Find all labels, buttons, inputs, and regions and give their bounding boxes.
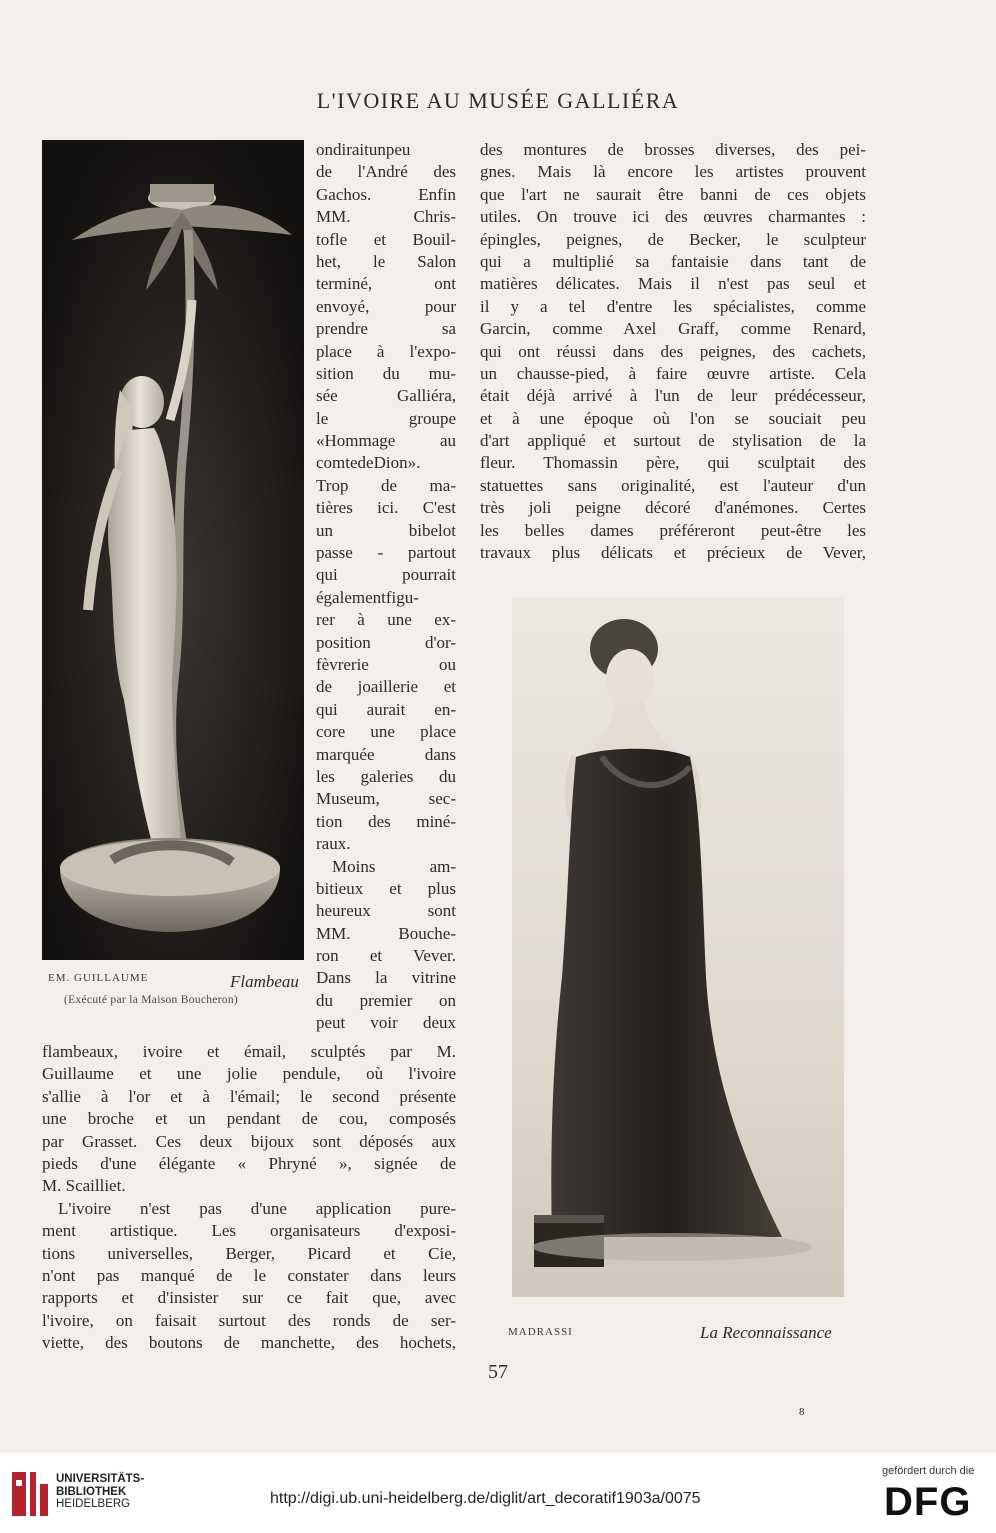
- text-line: Gachos. Enfin: [316, 184, 456, 204]
- text-line: Guillaume et une jolie pendule, où l'ivoire: [42, 1064, 456, 1084]
- text-line: les belles dames préféreront peut-être les: [480, 520, 866, 540]
- text-line: MM. Chris-: [316, 207, 456, 227]
- text-line: du premier on: [316, 990, 456, 1010]
- library-name-line: UNIVERSITÄTS-: [56, 1473, 145, 1485]
- text-line: fèvrerie ou: [316, 654, 456, 674]
- text-line: «Hommage au: [316, 431, 456, 451]
- text-line: utiles. On trouve ici des œuvres charmantes :: [480, 207, 866, 227]
- right-text-column: [480, 139, 866, 564]
- running-title: L'IVOIRE AU MUSÉE GALLIÉRA: [316, 88, 680, 113]
- library-name-line: BIBLIOTHEK: [56, 1485, 127, 1498]
- text-line: Garcin, comme Axel Graff, comme Renard,: [480, 319, 866, 339]
- text-line: le groupe: [316, 408, 456, 428]
- library-name-line: HEIDELBERG: [56, 1498, 131, 1510]
- text-line: gnes. Mais là encore les artistes prouvent: [480, 162, 866, 182]
- text-line: terminé, ont: [316, 274, 456, 294]
- text-line: viette, des boutons de manchette, des hochets,: [42, 1333, 456, 1353]
- text-line: place à l'expo-: [316, 341, 456, 361]
- text-line: de l'André des: [316, 162, 456, 182]
- text-line: heureux sont: [316, 901, 456, 921]
- text-line: Trop de ma-: [316, 475, 456, 495]
- text-line: matières délicates. Mais il n'est pas seul et: [480, 274, 866, 294]
- text-line: tions universelles, Berger, Picard et Cie,: [42, 1243, 456, 1263]
- reconnaissance-photograph: [512, 597, 844, 1297]
- text-line: comtedeDion».: [316, 453, 421, 473]
- digitization-url-link[interactable]: http://digi.ub.uni-heidelberg.de/diglit/art_decoratif1903a/0075: [270, 1490, 701, 1507]
- text-line: tion des miné-: [316, 811, 456, 831]
- text-line: core une place: [316, 722, 456, 742]
- text-line: qui ont réussi dans des peignes, des cachets,: [480, 341, 866, 361]
- text-line: tières ici. C'est: [316, 498, 456, 518]
- text-line: d'art appliqué et surtout de stylisation de la: [480, 431, 866, 451]
- library-name: [56, 1473, 144, 1511]
- text-line: Dans la vitrine: [316, 968, 456, 988]
- text-line: était déjà arrivé à l'un de leur prédécesseur,: [480, 386, 866, 406]
- text-line: rapports et d'insister sur ce fait que, avec: [42, 1288, 456, 1308]
- text-line: statuettes sans originalité, est l'auteur d'un: [480, 475, 866, 495]
- text-line: position d'or-: [316, 632, 456, 652]
- university-library-logo-icon: [10, 1470, 50, 1518]
- text-line: égalementfigu-: [316, 587, 419, 607]
- text-line: M. Scailliet.: [42, 1176, 126, 1196]
- text-line: épingles, peignes, de Becker, le sculpteur: [480, 229, 866, 249]
- left-text-column: [42, 1041, 456, 1354]
- text-line: l'ivoire, on faisait surtout des ronds de ser-: [42, 1310, 456, 1330]
- digitization-footer: [0, 1453, 996, 1533]
- flambeau-title: Flambeau: [230, 972, 299, 991]
- text-line: qui aurait en-: [316, 699, 456, 719]
- flambeau-artist: EM. GUILLAUME: [48, 972, 149, 984]
- text-line: très joli peigne décoré d'anémones. Certes: [480, 498, 866, 518]
- text-line: s'allie à l'or et à l'émail; le second présente: [42, 1086, 456, 1106]
- flambeau-photograph: [42, 140, 304, 960]
- text-line: n'ont pas manqué de le constater dans leurs: [42, 1265, 456, 1285]
- text-line: sition du mu-: [316, 363, 456, 383]
- text-line: ron et Vever.: [316, 946, 456, 966]
- text-line: raux.: [316, 834, 351, 854]
- text-line: ondiraitunpeu: [316, 140, 411, 159]
- text-line: passe - partout: [316, 543, 456, 563]
- text-line: bitieux et plus: [316, 878, 456, 898]
- text-line: qui a multiplié sa fantaisie dans tant de: [480, 251, 866, 271]
- text-line: qui pourrait: [316, 565, 456, 585]
- text-line: rer à une ex-: [316, 610, 456, 630]
- text-line: MM. Bouche-: [316, 923, 456, 943]
- text-line: une broche et un pendant de cou, composés: [42, 1109, 456, 1129]
- text-line: L'ivoire n'est pas d'une application pure-: [58, 1198, 456, 1218]
- page-number: 57: [488, 1361, 508, 1383]
- narrow-text-column: [316, 139, 456, 1035]
- reconnaissance-artist: MADRASSI: [508, 1326, 573, 1338]
- text-line: des montures de brosses diverses, des pei-: [480, 140, 866, 159]
- dfg-logo: DFG: [884, 1480, 972, 1524]
- text-line: sée Galliéra,: [316, 386, 456, 406]
- text-line: Moins am-: [332, 856, 456, 876]
- funded-by-label: gefördert durch die: [882, 1465, 975, 1477]
- text-line: prendre sa: [316, 319, 456, 339]
- text-line: les galeries du: [316, 766, 456, 786]
- signature-mark: 8: [799, 1406, 805, 1418]
- text-line: travaux plus délicats et précieux de Vever,: [480, 543, 866, 563]
- text-line: ment artistique. Les organisateurs d'exposi-: [42, 1221, 456, 1241]
- text-line: un chausse-pied, à faire œuvre artiste. Cela: [480, 363, 866, 383]
- text-line: envoyé, pour: [316, 296, 456, 316]
- text-line: Museum, sec-: [316, 789, 456, 809]
- reconnaissance-title: La Reconnaissance: [700, 1323, 832, 1342]
- text-line: tofle et Bouil-: [316, 229, 456, 249]
- text-line: het, le Salon: [316, 251, 456, 271]
- text-line: il y a tel d'entre les spécialistes, comme: [480, 296, 866, 316]
- flambeau-note: (Exécuté par la Maison Boucheron): [64, 994, 239, 1006]
- text-line: flambeaux, ivoire et émail, sculptés par M.: [42, 1042, 456, 1061]
- text-line: peut voir deux: [316, 1013, 456, 1033]
- text-line: que l'art ne saurait être banni de ces objets: [480, 184, 866, 204]
- text-line: fleur. Thomassin père, qui sculptait des: [480, 453, 866, 473]
- text-line: par Grasset. Ces deux bijoux sont déposés aux: [42, 1131, 456, 1151]
- text-line: un bibelot: [316, 520, 456, 540]
- text-line: de joaillerie et: [316, 677, 456, 697]
- text-line: pieds d'une élégante « Phryné », signée de: [42, 1153, 456, 1173]
- text-line: marquée dans: [316, 744, 456, 764]
- text-line: et à une époque où l'on se souciait peu: [480, 408, 866, 428]
